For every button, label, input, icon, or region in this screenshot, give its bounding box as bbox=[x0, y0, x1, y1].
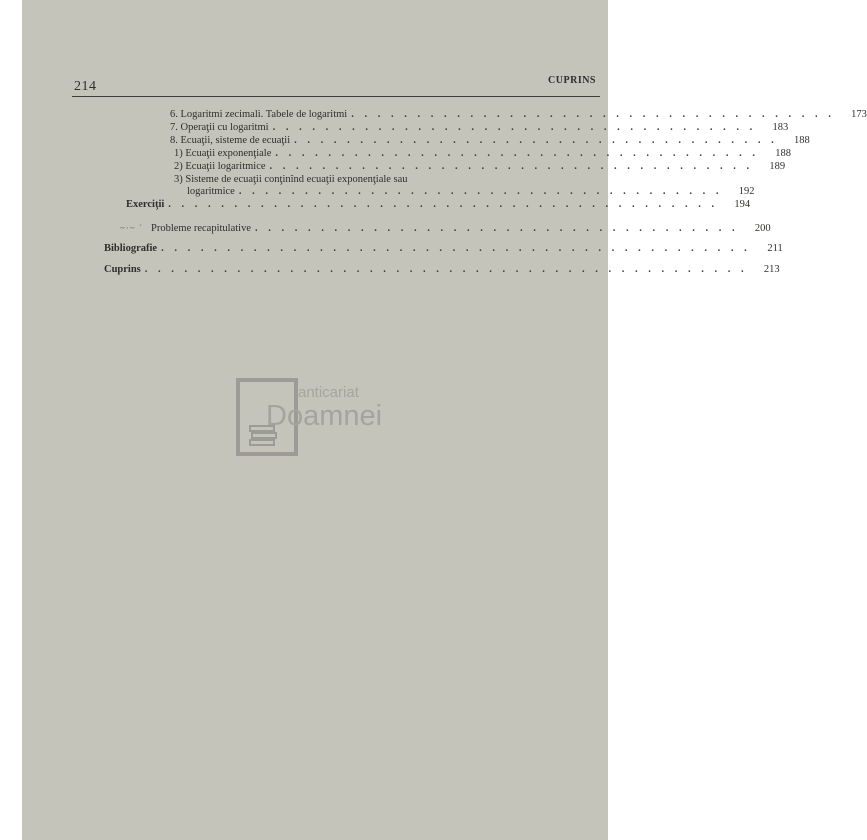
leader-dots: . . . . . . . . . . . . . . . . . . . . . . . . . . . . . . . . . . . . . . . . . . . . . bbox=[161, 243, 751, 254]
toc-entry-cuprins bbox=[104, 264, 780, 276]
watermark-logo bbox=[236, 378, 416, 462]
book-page bbox=[22, 0, 867, 840]
toc-label: 8. Ecuaţii, sisteme de ecuaţii bbox=[170, 135, 291, 146]
toc-page: 189 bbox=[769, 161, 786, 172]
leader-dots: . . . . . . . . . . . . . . . . . . . . . . . . . . . . . . . . . . . . . bbox=[238, 186, 723, 197]
margin-mark: ~·~ ´ bbox=[120, 223, 143, 233]
toc-entry-6 bbox=[170, 109, 867, 121]
book-stack-icon bbox=[248, 424, 278, 446]
leader-dots: . . . . . . . . . . . . . . . . . . . . . . . . . . . . . . . . . . . . . bbox=[351, 109, 835, 120]
toc-entry-8-1 bbox=[174, 148, 792, 160]
running-header-title: CUPRINS bbox=[548, 75, 596, 86]
toc-label: logaritmice bbox=[187, 186, 235, 197]
toc-entry-bibliografie bbox=[104, 243, 783, 255]
toc-entry-8 bbox=[170, 135, 810, 147]
toc-page: 213 bbox=[763, 264, 780, 275]
toc-page: 194 bbox=[734, 199, 751, 210]
toc-entry-7 bbox=[170, 122, 789, 134]
toc-page: 188 bbox=[794, 135, 810, 146]
toc-page: 173 bbox=[851, 109, 867, 120]
toc-page: 183 bbox=[772, 122, 789, 133]
leader-dots: . . . . . . . . . . . . . . . . . . . . . . . . . . . . . . . . . . . . . bbox=[269, 161, 754, 172]
leader-dots: . . . . . . . . . . . . . . . . . . . . . . . . . . . . . . . . . . . . . bbox=[272, 122, 757, 133]
toc-label: 7. Operaţii cu logaritmi bbox=[170, 122, 269, 133]
toc-entry-8-3 bbox=[187, 186, 755, 198]
toc-page: 188 bbox=[775, 148, 792, 159]
toc-entry-probleme bbox=[120, 222, 771, 235]
toc-label: 1) Ecuaţii exponenţiale bbox=[174, 148, 272, 159]
watermark-small-text: anticariat bbox=[298, 384, 359, 401]
toc-entry-8-2 bbox=[174, 161, 786, 173]
page-number: 214 bbox=[74, 79, 97, 94]
header-rule bbox=[72, 96, 600, 97]
toc-label: 2) Ecuaţii logaritmice bbox=[174, 161, 266, 172]
toc-page: 200 bbox=[754, 223, 771, 234]
toc-page: 211 bbox=[767, 243, 783, 254]
toc-label: Exerciţii bbox=[126, 199, 165, 210]
leader-dots: . . . . . . . . . . . . . . . . . . . . . . . . . . . . . . . . . . . . . bbox=[275, 148, 760, 159]
watermark-big-text: Doamnei bbox=[266, 400, 383, 432]
leader-dots: . . . . . . . . . . . . . . . . . . . . . . . . . . . . . . . . . . . . . . . . . . bbox=[168, 199, 719, 210]
toc-label: Bibliografie bbox=[104, 243, 158, 254]
toc-page: 192 bbox=[738, 186, 755, 197]
leader-dots: . . . . . . . . . . . . . . . . . . . . . . . . . . . . . . . . . . . . . . . . . . . . . . bbox=[144, 264, 748, 275]
toc-entry-8-3-line1: 3) Sisteme de ecuaţii conţinînd ecuaţii exponenţiale sau bbox=[174, 174, 408, 185]
toc-entry-exercitii bbox=[126, 199, 751, 211]
leader-dots: . . . . . . . . . . . . . . . . . . . . . . . . . . . . . . . . . . . . . bbox=[294, 135, 778, 146]
toc-label: Probleme recapitulative bbox=[150, 223, 251, 234]
leader-dots: . . . . . . . . . . . . . . . . . . . . . . . . . . . . . . . . . . . . . bbox=[255, 223, 739, 234]
toc-label: 6. Logaritmi zecimali. Tabele de logaritmi bbox=[170, 109, 348, 120]
toc-label: Cuprins bbox=[104, 264, 141, 275]
